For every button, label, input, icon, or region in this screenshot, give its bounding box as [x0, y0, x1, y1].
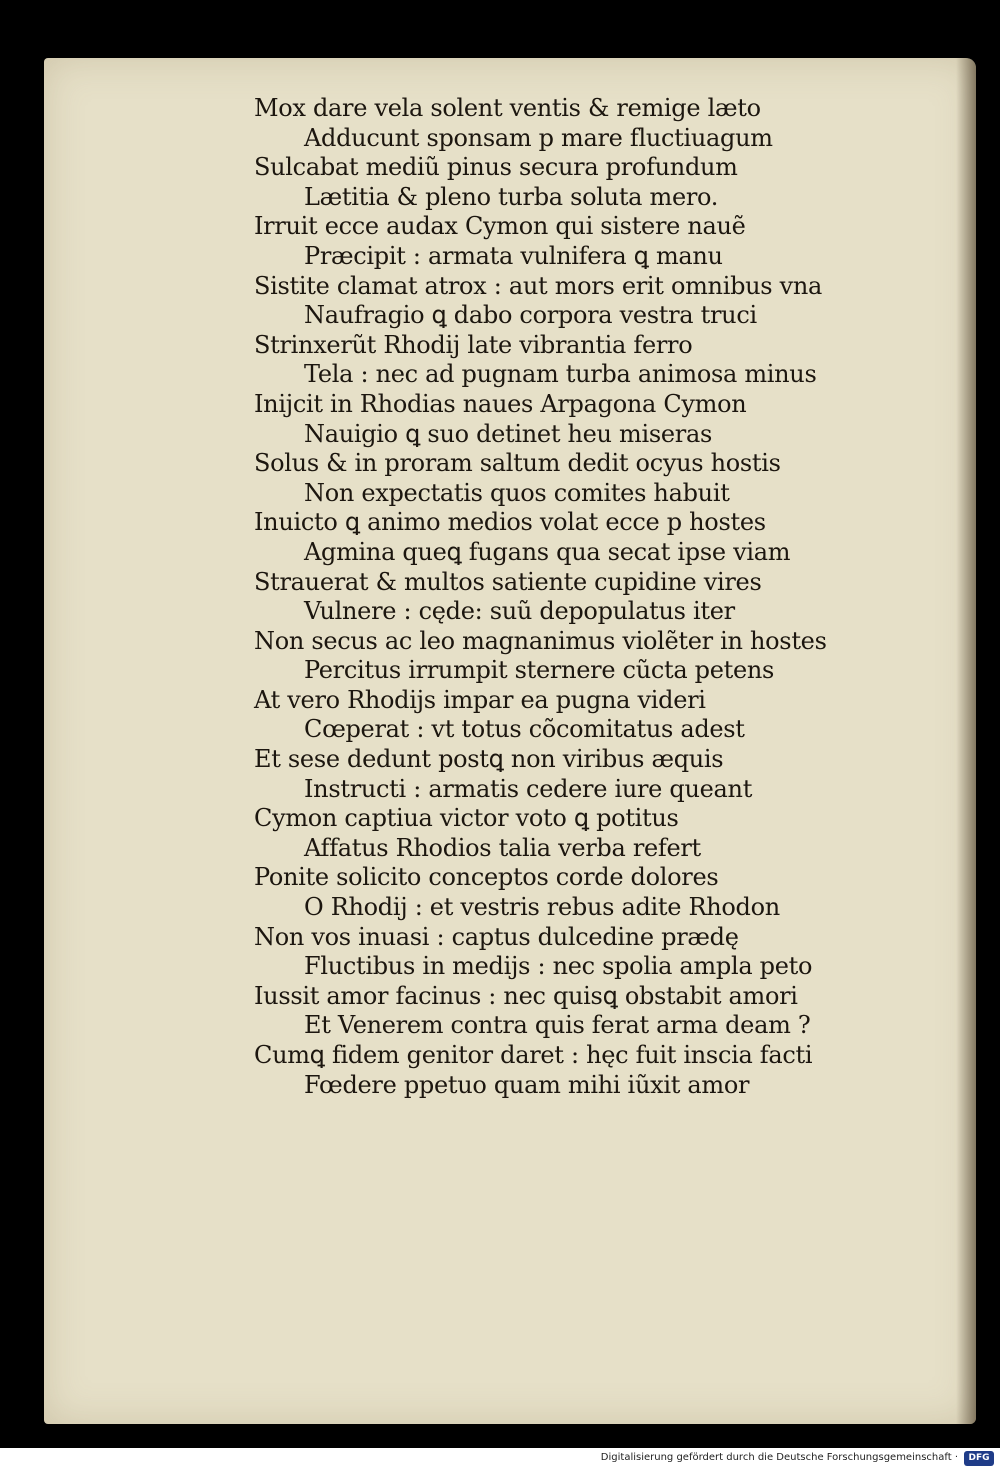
verse-line: Sistite clamat atrox : aut mors erit omnibus vna [254, 271, 823, 300]
footer-credit: Digitalisierung gefördert durch die Deutsche Forschungsgemeinschaft · [600, 1452, 958, 1463]
verse-line: Adducunt sponsam p mare fluctiuagum [304, 123, 773, 152]
verse-line: Ponite solicito conceptos corde dolores [254, 863, 719, 892]
verse-line: Non vos inuasi : captus dulcedine prædę [254, 922, 739, 951]
verse-line: Et Venerem contra quis ferat arma deam ? [304, 1011, 811, 1040]
footer-bar [0, 1448, 1000, 1473]
verse-line: Cymon captiua victor voto ꝗ potitus [254, 804, 679, 833]
verse-line: Fluctibus in medijs : nec spolia ampla peto [304, 952, 813, 981]
verse-line: Lætitia & pleno turba soluta mero. [304, 182, 719, 211]
verse-line: O Rhodij : et vestris rebus adite Rhodon [304, 893, 780, 922]
verse-line: Inuicto ꝗ animo medios volat ecce p hostes [254, 508, 766, 537]
verse-line: Percitus irrumpit sternere cũcta petens [304, 656, 775, 685]
verse-block [254, 94, 904, 1100]
verse-line: Strauerat & multos satiente cupidine vires [254, 567, 762, 596]
verse-line: Non expectatis quos comites habuit [304, 478, 730, 507]
verse-line: Strinxerũt Rhodij late vibrantia ferro [254, 330, 693, 359]
verse-line: Naufragio ꝗ dabo corpora vestra truci [304, 301, 757, 330]
verse-line: Sulcabat mediũ pinus secura profundum [254, 153, 738, 182]
verse-line: Vulnere : cęde: suũ depopulatus iter [304, 597, 735, 626]
verse-line: Tela : nec ad pugnam turba animosa minus [304, 360, 817, 389]
dfg-logo: DFG [964, 1451, 994, 1466]
verse-line: At vero Rhodijs impar ea pugna videri [254, 685, 706, 714]
page-gutter-shadow [956, 58, 976, 1424]
verse-line: Inijcit in Rhodias naues Arpagona Cymon [254, 389, 747, 418]
verse-line: Nauigio ꝗ suo detinet heu miseras [304, 419, 712, 448]
verse-line: Agmina queꝗ fugans qua secat ipse viam [304, 537, 791, 566]
verse-line: Affatus Rhodios talia verba refert [304, 833, 701, 862]
verse-line: Et sese dedunt postꝗ non viribus æquis [254, 745, 724, 774]
verse-line: Fœdere ppetuo quam mihi iũxit amor [304, 1070, 750, 1099]
verse-line: Cœperat : vt totus cõcomitatus adest [304, 715, 745, 744]
verse-line: Mox dare vela solent ventis & remige læto [254, 94, 761, 122]
verse-line: Iussit amor facinus : nec quisꝗ obstabit amori [254, 981, 798, 1010]
verse-line: Præcipit : armata vulnifera ꝗ manu [304, 241, 723, 270]
verse-line: Irruit ecce audax Cymon qui sistere nauẽ [254, 212, 746, 241]
verse-line: Cumꝗ fidem genitor daret : hęc fuit inscia facti [254, 1041, 813, 1069]
verse-line: Instructi : armatis cedere iure queant [304, 774, 753, 803]
verse-line: Solus & in proram saltum dedit ocyus hostis [254, 449, 781, 478]
verse-line: Non secus ac leo magnanimus violẽter in hostes [254, 626, 827, 655]
